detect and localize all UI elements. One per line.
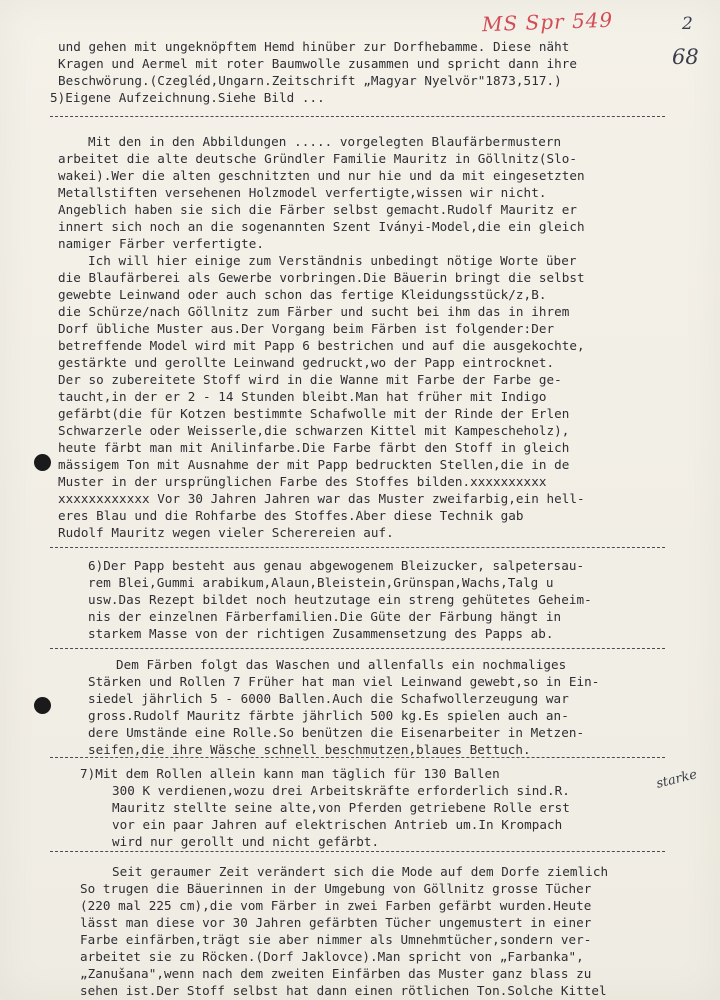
section-divider (50, 116, 665, 117)
text-line: mässigem Ton mit Ausnahme der mit Papp bedruckten Stellen,die in de (58, 457, 570, 472)
text-line: gewebte Leinwand oder auch schon das fertige Kleidungsstück/z,B. (58, 287, 547, 302)
text-line: sehen ist.Der Stoff selbst hat dann einen rötlichen Ton.Solche Kittel (80, 983, 607, 998)
text-line: heute färbt man mit Anilinfarbe.Die Farbe färbt den Stoff in gleich (58, 440, 570, 455)
text-line: arbeitet sie zu Röcken.(Dorf Jaklovce).Man spricht von „Farbanka", (80, 949, 584, 964)
text-line: arbeitet die alte deutsche Gründler Familie Mauritz in Göllnitz(Slo- (58, 151, 577, 166)
text-line: Dorf übliche Muster aus.Der Vorgang beim Färben ist folgender:Der (58, 321, 555, 336)
text-line: Muster in der ursprünglichen Farbe des Stoffes bilden.xxxxxxxxxx (58, 474, 547, 489)
text-line: Dem Färben folgt das Waschen und allenfalls ein nochmaliges (116, 657, 567, 672)
text-line: 300 K verdienen,wozu drei Arbeitskräfte erforderlich sind.R. (112, 783, 570, 798)
archive-shelfmark: MS Spr 549 (481, 7, 614, 37)
text-line: rem Blei,Gummi arabikum,Alaun,Bleistein,Grünspan,Wachs,Talg u (88, 575, 554, 590)
text-line: Schwarzerle oder Weisserle,die schwarzen Kittel mit Kampescheholz), (58, 423, 570, 438)
text-line: gestärkte und gerollte Leinwand gedruckt,wo der Papp eintrocknet. (58, 355, 555, 370)
page-number: 2 (682, 14, 693, 34)
text-line: Kragen und Aermel mit roter Baumwolle zusammen und spricht dann ihre (58, 56, 577, 71)
text-line: wird nur gerollt und nicht gefärbt. (112, 834, 380, 849)
text-line: nis der einzelnen Färberfamilien.Die Güte der Färbung hängt in (88, 609, 562, 624)
text-line: Stärken und Rollen 7 Früher hat man viel Leinwand gewebt,so in Ein- (88, 674, 600, 689)
text-line: vor ein paar Jahren auf elektrischen Antrieb um.In Krompach (112, 817, 563, 832)
text-line: lässt man diese vor 30 Jahren gefärbten Tücher ungemustert in einer (80, 915, 592, 930)
text-line: namiger Färber verfertigte. (58, 236, 265, 251)
text-line: „Zanušana",wenn nach dem zweiten Einfärben das Muster ganz blass zu (80, 966, 592, 981)
text-line: 6)Der Papp besteht aus genau abgewogenem Bleizucker, salpetersau- (88, 558, 585, 573)
margin-note-correction: starke (654, 767, 699, 792)
text-line: eres Blau und die Rohfarbe des Stoffes.Aber diese Technik gab (58, 508, 524, 523)
text-line: gefärbt(die für Kotzen bestimmte Schafwolle mit der Rinde der Erlen (58, 406, 570, 421)
text-line: siedel jährlich 5 - 6000 Ballen.Auch die Schafwollerzeugung war (88, 691, 569, 706)
text-line: dere Umstände eine Rolle.So benützen die Eisenarbeiter in Metzen- (88, 725, 585, 740)
text-line: Mit den in den Abbildungen ..... vorgelegten Blaufärbermustern (88, 134, 562, 149)
text-line: Rudolf Mauritz wegen vieler Scherereien auf. (58, 525, 394, 540)
text-line: Der so zubereitete Stoff wird in die Wanne mit Farbe der Farbe ge- (58, 372, 562, 387)
text-line: Ich will hier einige zum Verständnis unbedingt nötige Worte über (88, 253, 577, 268)
text-line: Metallstiften versehenen Holzmodel verfertigte,wissen wir nicht. (58, 185, 547, 200)
text-line: taucht,in der er 2 - 14 Stunden bleibt.Man hat früher mit Indigo (58, 389, 547, 404)
text-line: So trugen die Bäuerinnen in der Umgebung von Göllnitz grosse Tücher (80, 881, 592, 896)
text-line: Mauritz stellte seine alte,von Pferden getriebene Rolle erst (112, 800, 570, 815)
text-line: betreffende Model wird mit Papp 6 bestrichen und auf die ausgekochte, (58, 338, 585, 353)
text-line: die Schürze/nach Göllnitz zum Färber und sucht bei ihm das in ihrem (58, 304, 570, 319)
margin-note-number: 68 (672, 45, 699, 69)
punch-hole-bottom (34, 697, 51, 714)
text-line: seifen,die ihre Wäsche schnell beschmutzen,blaues Bettuch. (88, 742, 531, 757)
text-line: und gehen mit ungeknöpftem Hemd hinüber zur Dorfhebamme. Diese näht (58, 39, 570, 54)
text-line: Angeblich haben sie sich die Färber selbst gemacht.Rudolf Mauritz er (58, 202, 577, 217)
text-line: Seit geraumer Zeit verändert sich die Mode auf dem Dorfe ziemlich (112, 864, 609, 879)
text-line: die Blaufärberei als Gewerbe vorbringen.Die Bäuerin bringt die selbst (58, 270, 585, 285)
text-line: 5)Eigene Aufzeichnung.Siehe Bild ... (50, 90, 325, 105)
text-line: innert sich noch an die sogenannten Szent Iványi-Model,die ein gleich (58, 219, 585, 234)
text-line: gross.Rudolf Mauritz färbte jährlich 500 kg.Es spielen auch an- (88, 708, 569, 723)
section-divider (50, 757, 665, 758)
text-line: starkem Masse von der richtigen Zusammensetzung des Papps ab. (88, 626, 554, 641)
punch-hole-top (34, 454, 51, 471)
text-line: usw.Das Rezept bildet noch heutzutage ein streng gehütetes Geheim- (88, 592, 592, 607)
text-line: xxxxxxxxxxxx Vor 30 Jahren Jahren war das Muster zweifarbig,ein hell- (58, 491, 585, 506)
section-divider (50, 547, 665, 548)
text-line: (220 mal 225 cm),die vom Färber in zwei Farben gefärbt wurden.Heute (80, 898, 592, 913)
text-line: Beschwörung.(Czegléd,Ungarn.Zeitschrift „Magyar Nyelvör"1873,517.) (58, 73, 562, 88)
section-divider (50, 648, 665, 649)
text-line: 7)Mit dem Rollen allein kann man täglich für 130 Ballen (80, 766, 500, 781)
text-line: Farbe einfärben,trägt sie aber nimmer als Umnehmtücher,sondern ver- (80, 932, 592, 947)
text-line: wakei).Wer die alten geschnitzten und nur hie und da mit eingesetzten (58, 168, 585, 183)
section-divider (50, 851, 665, 852)
